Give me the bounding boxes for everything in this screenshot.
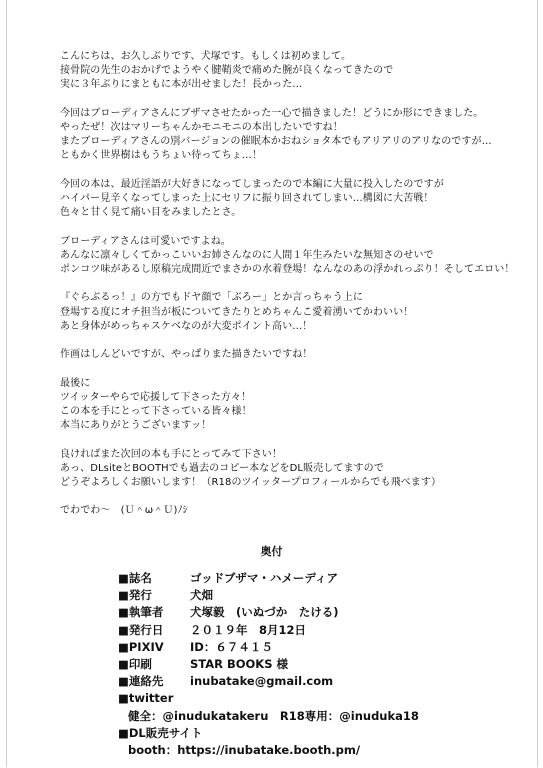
afterword-text <box>60 50 530 533</box>
colophon-value: booth：https://inubatake.booth.pm/ <box>128 742 361 757</box>
afterword-line: この本を手にとって下さっている皆々様！ <box>60 405 252 417</box>
afterword-paragraph <box>60 291 530 334</box>
afterword-line: あっ、DLsiteとBOOTHでも過去のコピー本などをDL販売してますので <box>60 462 384 474</box>
colophon-row <box>118 639 538 656</box>
colophon-value: ID：６７４１５ <box>190 639 273 654</box>
colophon-label: ■DL販売サイト <box>118 725 203 740</box>
colophon-label: ■執筆者 <box>118 605 164 620</box>
afterword-line: こんにちは、お久しぶりです、犬塚です。もしくは初めまして。 <box>60 51 352 62</box>
colophon-row <box>118 587 538 604</box>
colophon-label: ■発行 <box>118 588 152 603</box>
colophon-label: ■発行日 <box>118 622 164 637</box>
afterword-line: またブローディアさんの別バージョンの催眠本かおねショタ本でもアリアリのアリなのですが… <box>60 136 492 148</box>
afterword-line: ともかく世界樹はもうちょい待ってちょ…！ <box>60 150 262 162</box>
afterword-line: ツイッターやらで応援して下さった方々！ <box>60 391 252 403</box>
afterword-line: 最後に <box>60 377 91 389</box>
colophon-value: 犬塚毅 (いぬづか たける) <box>190 605 339 620</box>
colophon-row <box>118 656 538 673</box>
colophon-label: ■印刷 <box>118 656 152 671</box>
afterword-line: 『ぐらぶるっ！』の方でもドヤ顔で「ぶろー」とか言っちゃう上に <box>60 292 363 304</box>
afterword-paragraph <box>60 377 530 434</box>
afterword-line: あんなに凛々しくてかっこいいお姉さんなのに人間１年生みたいな無知さのせいで <box>60 249 434 261</box>
afterword-line: 本当にありがとうございますッ！ <box>60 420 212 432</box>
colophon-row <box>118 622 538 639</box>
colophon-value: inubatake@gmail.com <box>190 674 334 689</box>
afterword-line: 接骨院の先生のおかげでようやく腱鞘炎で痛めた腕が良くなってきたので <box>60 65 394 77</box>
colophon-value: ２０１９年 8月12日 <box>190 622 307 637</box>
afterword-paragraph <box>60 348 530 362</box>
afterword-line: 今回はブローディアさんにブザマさせたかった一心で描きました！どうにか形にできました。 <box>60 107 484 119</box>
colophon-row <box>118 742 538 759</box>
colophon-label: ■PIXIV <box>118 639 164 654</box>
afterword-paragraph <box>60 235 530 278</box>
colophon-value: STAR BOOKS 様 <box>190 656 289 671</box>
colophon-value: 犬畑 <box>190 588 213 603</box>
afterword-paragraph <box>60 504 530 518</box>
colophon-label: ■連絡先 <box>118 674 164 689</box>
colophon-row <box>118 708 538 725</box>
afterword-line: 登場する度にオチ担当が板についてきたりとめちゃんこ愛着湧いてかわいい！ <box>60 306 414 318</box>
afterword-line: やったぜ！次はマリーちゃんかモニモニの本出したいですね！ <box>60 122 343 133</box>
afterword-paragraph <box>60 50 530 93</box>
afterword-line: 色々と甘く見て痛い目をみましたとさ。 <box>60 207 242 219</box>
afterword-line: どうぞよろしくお願いします！（R18のツイッタープロフィールからでも飛べます） <box>60 476 442 488</box>
afterword-line: 実に３年ぶりにまともに本が出せました！長かった… <box>60 79 303 91</box>
colophon-value: 健全：@inudukatakeru R18専用：@inuduka18 <box>128 708 419 723</box>
afterword-line: ポンコツ味があるし原稿完成間近でまさかの水着登場！なんなのあの浮かれっぷり！そしてエロい！ <box>60 264 515 275</box>
colophon-value: ゴッドブザマ・ハメーディア <box>190 571 339 585</box>
afterword-line: 今回の本は、最近淫語が大好きになってしまったので本編に大量に投入したのですが <box>60 178 444 190</box>
afterword-line: 良ければまた次回の本も手にとってみて下さい！ <box>60 448 282 460</box>
colophon-row <box>118 725 538 742</box>
colophon-label: ■誌名 <box>118 571 152 585</box>
afterword-paragraph <box>60 107 530 164</box>
colophon-list <box>118 570 538 759</box>
afterword-line: 作画はしんどいですが、やっぱりまた描きたいですね！ <box>60 349 313 361</box>
colophon-title: 奥付 <box>260 545 283 558</box>
colophon-row <box>118 570 538 587</box>
colophon-row <box>118 673 538 690</box>
afterword-paragraph <box>60 178 530 221</box>
colophon-label: ■twitter <box>118 691 174 706</box>
afterword-line: あと身体がめっちゃスケベなのが大変ポイント高い…！ <box>60 320 313 332</box>
afterword-line: でわでわ～ (Ｕ＾ω＾Ｕ)ﾉｼ <box>60 505 188 517</box>
afterword-line: ブローディアさんは可愛いですよね。 <box>60 235 231 247</box>
afterword-line: ハイパー見辛くなってしまった上にセリフに振り回されてしまい…構図に大苦戦！ <box>60 193 434 204</box>
colophon-row <box>118 604 538 621</box>
colophon-row <box>118 690 538 707</box>
afterword-paragraph <box>60 448 530 491</box>
